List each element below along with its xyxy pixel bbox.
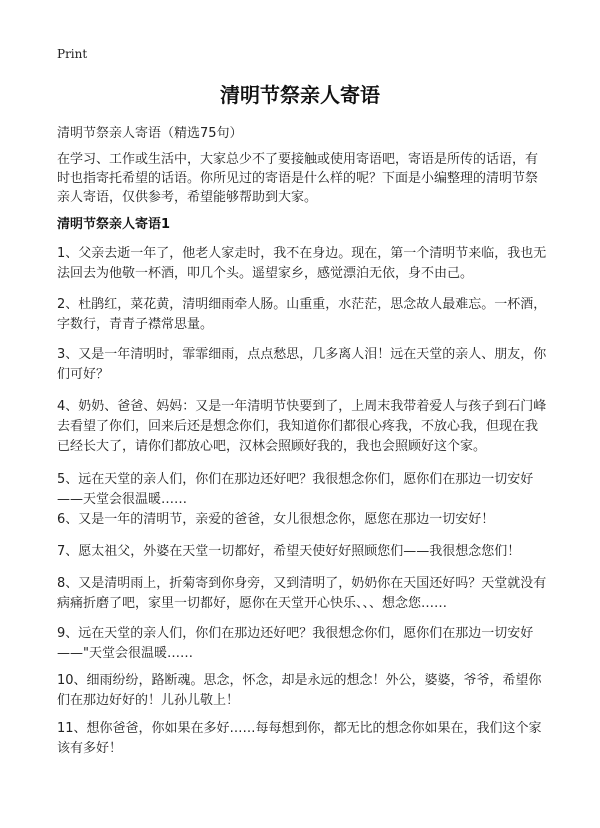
message-item: 4、奶奶、爸爸、妈妈：又是一年清明节快要到了，上周末我带着爱人与孩子到石门峰去看望了你们，回来后还是想念你们，我知道你们都很心疼我，不放心我，但现在我已经长大了，请你们都放心吧，汉林会照顾好我的，我也会照顾好这个家。 [57, 399, 547, 454]
message-item: 3、又是一年清明时，霏霏细雨，点点愁思，几多离人泪！远在天堂的亲人、朋友，你们可好？ [57, 347, 547, 382]
message-item: 1、父亲去逝一年了，他老人家走时，我不在身边。现在，第一个清明节来临，我也无法回去为他敬一杯酒，叩几个头。遥望家乡，感觉漂泊无依，身不由己。 [57, 246, 547, 281]
message-item: 7、愿太祖父，外婆在天堂一切都好，希望天使好好照顾您们——我很想念您们！ [57, 544, 521, 559]
message-item: 9、远在天堂的亲人们，你们在那边还好吧？我很想念你们，愿你们在那边一切安好——"天堂会很温暖…… [57, 626, 534, 661]
section-heading: 清明节祭亲人寄语1 [57, 217, 171, 232]
message-item: 6、又是一年的清明节，亲爱的爸爸，女儿很想念你，愿您在那边一切安好！ [57, 512, 495, 527]
print-label[interactable]: Print [57, 47, 88, 61]
message-item: 11、想你爸爸，你如果在多好……每每想到你，都无比的想念你如果在，我们这个家该有多好！ [57, 721, 542, 756]
message-item: 2、杜鹃红，菜花黄，清明细雨牵人肠。山重重，水茫茫，思念故人最难忘。一杯酒，字数行，青青子襟常思量。 [57, 297, 547, 332]
intro-paragraph: 在学习、工作或生活中，大家总少不了要接触或使用寄语吧，寄语是所传的话语，有时也指寄托希望的话语。你所见过的寄语是什么样的呢？下面是小编整理的清明节祭亲人寄语，仅供参考，希望能够帮助到大家。 [57, 152, 539, 205]
message-item: 10、细雨纷纷，路断魂。思念，怀念，却是永远的想念！外公，婆婆，爷爷，希望你们在那边好好的！儿孙儿敬上！ [57, 673, 542, 708]
message-item: 8、又是清明雨上，折菊寄到你身旁，又到清明了，奶奶你在天国还好吗？天堂就没有病痛折磨了吧，家里一切都好，愿你在天堂开心快乐、、、想念您…… [57, 576, 547, 611]
document-subtitle: 清明节祭亲人寄语（精选75句） [57, 126, 243, 141]
message-item: 5、远在天堂的亲人们，你们在那边还好吧？我很想念你们，愿你们在那边一切安好——天堂会很温暖…… [57, 472, 534, 507]
page-title: 清明节祭亲人寄语 [220, 83, 380, 107]
